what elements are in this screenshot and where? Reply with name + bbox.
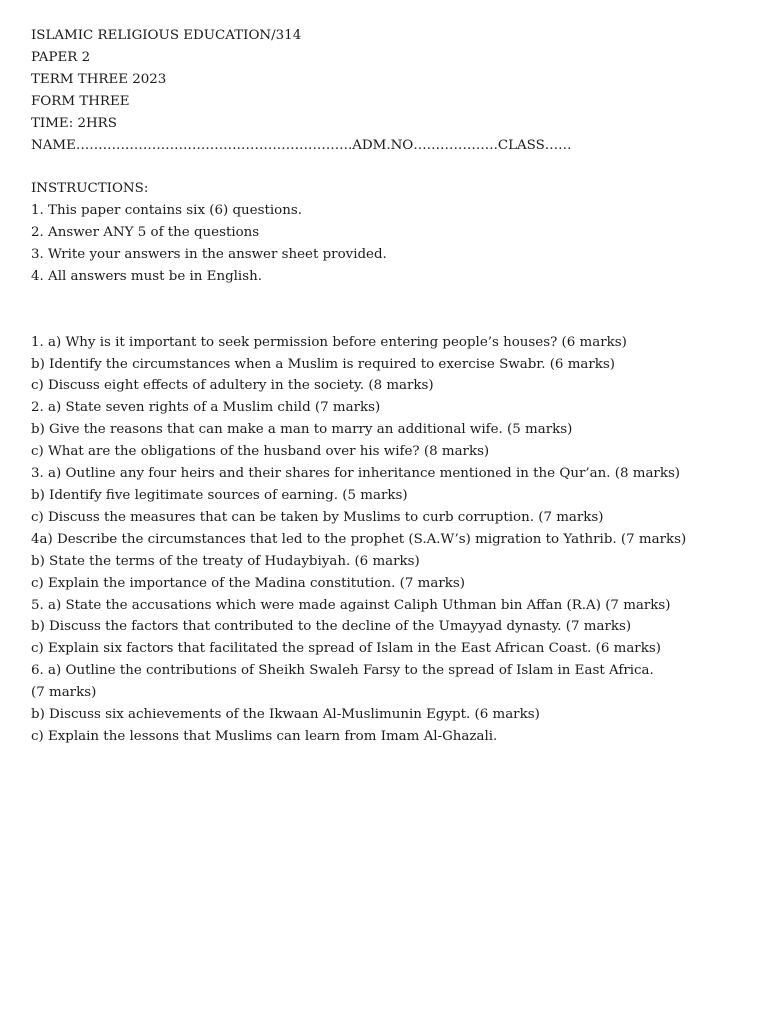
- question-line: b) Discuss six achievements of the Ikwaan Al-Muslimunin Egypt. (6 marks): [31, 707, 540, 723]
- instructions-section: [31, 178, 751, 288]
- question-line: 1. a) Why is it important to seek permission before entering people’s houses? (6 marks): [31, 334, 627, 350]
- blank-line: [31, 156, 751, 178]
- question-line: b) Identify the circumstances when a Muslim is required to exercise Swabr. (6 marks): [31, 356, 615, 372]
- question-line: 5. a) State the accusations which were made against Caliph Uthman bin Affan (R.A) (7 marks): [31, 597, 671, 613]
- question-line: b) Give the reasons that can make a man to marry an additional wife. (5 marks): [31, 422, 573, 438]
- exam-header: [31, 25, 751, 156]
- question-line: c) Discuss eight effects of adultery in the society. (8 marks): [31, 378, 434, 394]
- blank-space: [31, 288, 751, 332]
- question-line: c) What are the obligations of the husband over his wife? (8 marks): [31, 444, 490, 460]
- question-line: b) State the terms of the treaty of Hudaybiyah. (6 marks): [31, 553, 420, 569]
- question-line: 4a) Describe the circumstances that led to the prophet (S.A.W’s) migration to Yathrib. (7 marks): [31, 531, 687, 547]
- time-line: TIME: 2HRS: [31, 115, 117, 131]
- question-line: 6. a) Outline the contributions of Sheikh Swaleh Farsy to the spread of Islam in East Africa.: [31, 663, 654, 679]
- question-line: c) Explain the importance of the Madina constitution. (7 marks): [31, 575, 465, 591]
- paper-line: PAPER 2: [31, 49, 91, 65]
- instruction-item: 2. Answer ANY 5 of the questions: [31, 225, 260, 241]
- question-line: b) Identify five legitimate sources of earning. (5 marks): [31, 488, 408, 503]
- question-line: 2. a) State seven rights of a Muslim child (7 marks): [31, 400, 381, 416]
- instruction-item: 1. This paper contains six (6) questions.: [31, 203, 302, 219]
- instruction-item: 4. All answers must be in English.: [31, 268, 262, 284]
- question-line: 3. a) Outline any four heirs and their shares for inheritance mentioned in the Qur’an. (8 marks): [31, 466, 681, 482]
- question-line: b) Discuss the factors that contributed to the decline of the Umayyad dynasty. (7 marks): [31, 619, 632, 635]
- exam-document: [31, 25, 751, 748]
- question-line: (7 marks): [31, 685, 97, 701]
- name-adm-class-line: NAME……………………………………………………..ADM.NO……………….CLASS……: [31, 137, 572, 153]
- question-line: c) Discuss the measures that can be taken by Muslims to curb corruption. (7 marks): [31, 509, 604, 525]
- form-line: FORM THREE: [31, 93, 130, 109]
- question-line: c) Explain six factors that facilitated the spread of Islam in the East African Coast. (6 marks): [31, 641, 661, 657]
- question-line: c) Explain the lessons that Muslims can learn from Imam Al-Ghazali.: [31, 728, 498, 744]
- instructions-title: INSTRUCTIONS:: [31, 181, 149, 197]
- subject-line: ISLAMIC RELIGIOUS EDUCATION/314: [31, 28, 302, 43]
- term-line: TERM THREE 2023: [31, 71, 167, 87]
- instruction-item: 3. Write your answers in the answer sheet provided.: [31, 247, 387, 263]
- questions-section: [31, 332, 751, 748]
